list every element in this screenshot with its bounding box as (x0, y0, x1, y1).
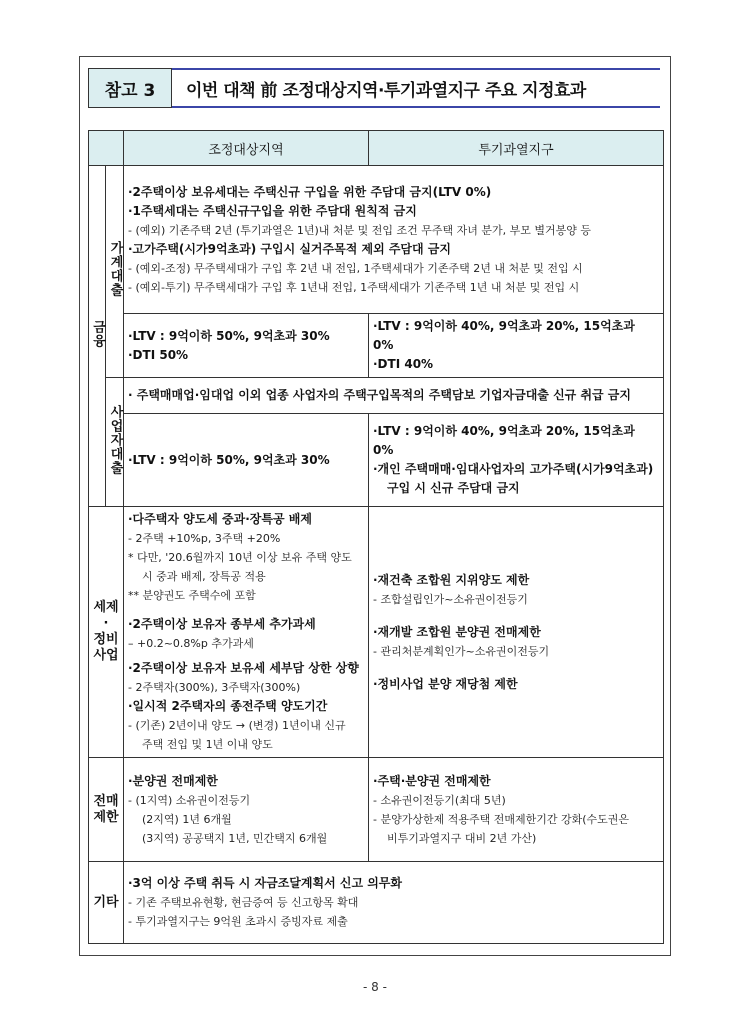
header-adjustment-area: 조정대상지역 (124, 131, 369, 166)
title-text: 이번 대책 前 조정대상지역·투기과열지구 주요 지정효과 (172, 68, 660, 108)
household-rule-3: ·고가주택(시가9억초과) 구입시 실거주목적 제외 주담대 금지 (128, 241, 451, 256)
household-spec-ltv: ·LTV : 9억이하 40%, 9억초과 20%, 15억초과 0% ·DTI 40% (369, 314, 664, 378)
designation-effects-table (88, 130, 664, 944)
household-loan-label: 가계대출 (106, 166, 124, 378)
tax-label: 세제 · 정비 사업 (89, 507, 124, 758)
business-adj-ltv: ·LTV : 9억이하 50%, 9억초과 30% (124, 414, 369, 507)
other-common-cell: ·3억 이상 주택 취득 시 자금조달계획서 신고 의무화 - 기존 주택보유현황, 현금증여 등 신고항목 확대 - 투기과열지구는 9억원 초과시 증빙자료 제출 (124, 862, 664, 944)
tax-spec-cell: ·재건축 조합원 지위양도 제한 - 조합설립인가~소유권이전등기 ·재개발 조합원 분양권 전매제한 - 관리처분계획인가~소유권이전등기 ·정비사업 분양 재당첨 제한 (369, 507, 664, 758)
finance-label: 금융 (89, 166, 106, 507)
business-spec-cell: ·LTV : 9억이하 40%, 9억초과 20%, 15억초과 0% ·개인 주택매매·임대사업자의 고가주택(시가9억초과) 구입 시 신규 주담대 금지 (369, 414, 664, 507)
other-label: 기타 (89, 862, 124, 944)
household-rule-2-exception: - (예외) 기존주택 2년 (투기과열은 1년)내 처분 및 전입 조건 무주택 자녀 분가, 부모 별거봉양 등 (128, 223, 591, 237)
household-rule-2: ·1주택세대는 주택신규구입을 위한 주담대 원칙적 금지 (128, 203, 417, 218)
business-loan-label: 사업자대출 (106, 378, 124, 507)
business-common-cell: · 주택매매업·임대업 이외 업종 사업자의 주택구입목적의 주택담보 기업자금대출 신규 취급 금지 (124, 378, 664, 414)
section-title (88, 68, 660, 110)
reference-box: 참고 3 (88, 68, 172, 108)
resale-label: 전매 제한 (89, 758, 124, 862)
corner-cell (89, 131, 124, 166)
page-number: - 8 - (363, 980, 387, 994)
resale-adj-cell: ·분양권 전매제한 - (1지역) 소유권이전등기 (2지역) 1년 6개월 (3지역) 공공택지 1년, 민간택지 6개월 (124, 758, 369, 862)
household-adj-ltv: ·LTV : 9억이하 50%, 9억초과 30% ·DTI 50% (124, 314, 369, 378)
household-common-cell (124, 166, 664, 314)
tax-adj-cell: ·다주택자 양도세 중과·장특공 배제 - 2주택 +10%p, 3주택 +20% * 다만, '20.6월까지 10년 이상 보유 주택 양도 시 중과 배제, 장특공 적용 ** 분양권도 주택수에 포함 ·2주택이상 보유자 종부세 추가과세 – +0.2~0.8%p 추가과세 ·2주택이상 보유자 보유세 세부담 상한 상향 - 2주택자(300%), 3주택자(300%) ·일시적 2주택자의 종전주택 양도기간 - (기존) 2년이내 양도 → (변경) 1년이내 신규 주택 전입 및 1년 이내 양도 (124, 507, 369, 758)
household-rule-3-exception-adj: - (예외-조정) 무주택세대가 구입 후 2년 내 전입, 1주택세대가 기존주택 2년 내 처분 및 전입 시 (128, 261, 583, 275)
header-speculation-area: 투기과열지구 (369, 131, 664, 166)
resale-spec-cell: ·주택·분양권 전매제한 - 소유권이전등기(최대 5년) - 분양가상한제 적용주택 전매제한기간 강화(수도권은 비투기과열지구 대비 2년 가산) (369, 758, 664, 862)
household-rule-3-exception-spec: - (예외-투기) 무주택세대가 구입 후 1년내 전입, 1주택세대가 기존주택 1년 내 처분 및 전입 시 (128, 280, 580, 294)
household-rule-1: ·2주택이상 보유세대는 주택신규 구입을 위한 주담대 금지(LTV 0%) (128, 184, 492, 199)
